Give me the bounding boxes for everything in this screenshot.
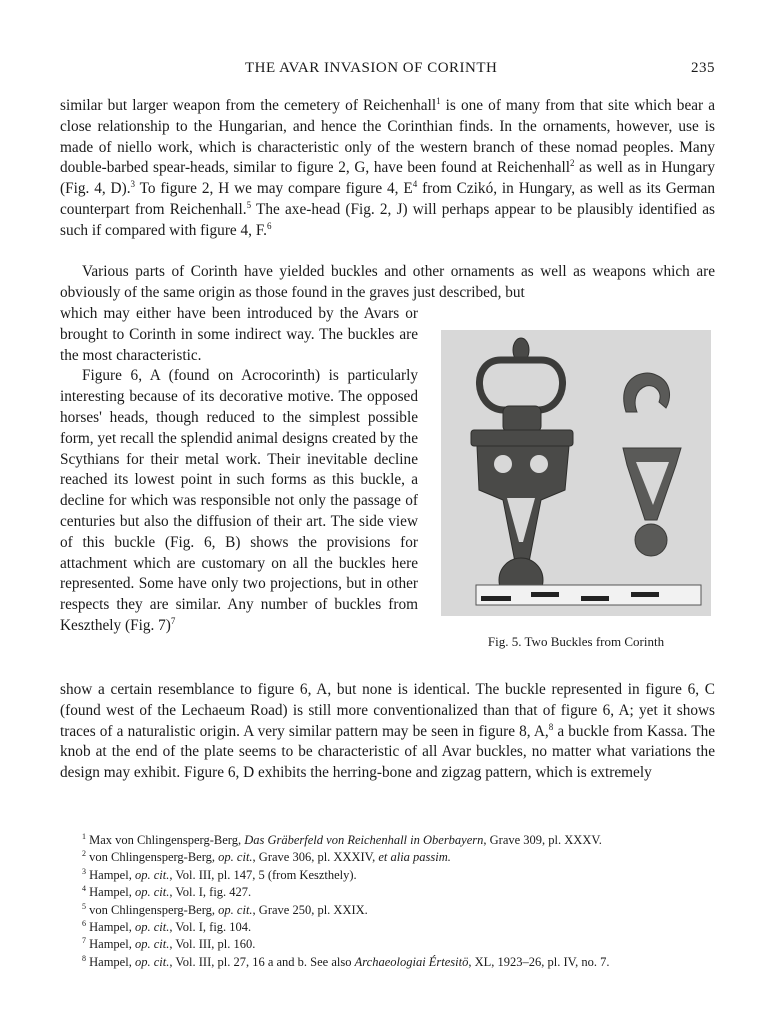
footnote-ref: 1 — [436, 96, 441, 106]
footnote-1: $^1$ Max von Chlingensperg-Berg, Das Gräberfeld von Reichenhall in Oberbayern, Grave 309, pl. XXXV. — [82, 832, 602, 847]
footnote-6: $^6$ Hampel, op. cit., Vol. I, fig. 104. — [82, 919, 252, 935]
paragraph-1: similar but larger weapon from the cemetery of Reichenhall$^1$ is one of many from that site which bear a close relationship to the Hungarian, and hence the Corinthian finds. In the ornaments, however, use is made of niello work, which is characteristic only of the western branch of these nomad peoples. Many double-barbed spear-heads, similar to figure 2, G, have been found at Reichenhall$^2$ as well as in Hungary (Fig. 4, D).$^3$ To figure 2, H we may compare figure 4, $E^4$ from Czikó, in Hungary, as well as its German counterpart from Reichenhall.$^5$ The axe-head (Fig. 2, J) will perhaps appear to be plausibly identified as such if compared with figure 4, F.$^6$ — [60, 96, 716, 239]
running-header — [60, 60, 715, 82]
paragraph-2-continued: which may either have been introduced by the Avars or brought to Corinth in some indirect way. The buckles are the most characteristic. — [60, 305, 418, 364]
paragraph-2: Various parts of Corinth have yielded buckles and other ornaments as well as weapons which are obviously of the same origin as those found in the graves just described, but — [60, 263, 715, 301]
footnotes — [82, 832, 722, 971]
footnote-2: $^2$ von Chlingensperg-Berg, op. cit., Grave 306, pl. XXXIV, et alia passim. — [82, 849, 451, 865]
paragraph-3: Figure 6, A (found on Acrocorinth) is particularly interesting because of its decorative motive. The opposed horses' heads, though reduced to the simplest possible form, yet recall the splendid animal designs created by the Scythians for their metal work. Their inevitable decline reached its lowest point in such forms as this buckle, a decline for which was responsible not only the passage of centuries but also the diffusion of their art. The side view of this buckle (Fig. 6, B) shows the provisions for attachment which are customary on all the buckles here represented. Some have only two projections, but in other respects they are similar. Any number of buckles from Keszthely (Fig. 7)$^7$ — [60, 367, 418, 634]
footnote-7: $^7$ Hampel, op. cit., Vol. III, pl. 160. — [82, 936, 256, 952]
running-title: THE AVAR INVASION OF CORINTH — [245, 60, 498, 76]
footnote-5: $^5$ von Chlingensperg-Berg, op. cit., Grave 250, pl. XXIX. — [82, 901, 368, 917]
paragraph-4: show a certain resemblance to figure 6, A, but none is identical. The buckle represented in figure 6, C (found west of the Lechaeum Road) is still more conventionalized than that of figure 6, A; yet it shows traces of a naturalistic origin. A very similar pattern may be seen in figure 8, A,$^8$ a buckle from Kassa. The knob at the end of the plate seems to be characteristic of all Avar buckles, no matter what variations the design may exhibit. Figure 6, D exhibits the herring-bone and zigzag pattern, which is extremely — [60, 681, 716, 782]
footnote-ref: 4 — [412, 179, 418, 190]
footnote-ref: 8 — [548, 721, 554, 732]
footnote-ref: 3 — [130, 179, 136, 190]
figure-buckles-photo — [441, 330, 711, 616]
footnote-ref: 2 — [570, 158, 575, 169]
footnote-4: $^4$ Hampel, op. cit., Vol. I, fig. 427. — [82, 884, 252, 900]
footnote-ref: 6 — [266, 220, 272, 231]
figure-caption: Fig. 5. Two Buckles from Corinth — [487, 634, 665, 649]
footnote-ref: 5 — [246, 199, 252, 210]
page-number: 235 — [691, 60, 715, 76]
footnote-3: $^3$ Hampel, op. cit., Vol. III, pl. 147, 5 (from Keszthely). — [82, 866, 357, 882]
footnote-8: $^8$ Hampel, op. cit., Vol. III, pl. 27, 16 a and b. See also Archaeologiai Értesitö, XL, 1923–26, pl. IV, no. 7. — [82, 953, 610, 969]
wrapped-text-column — [60, 304, 418, 637]
footnote-ref: 7 — [170, 615, 176, 626]
